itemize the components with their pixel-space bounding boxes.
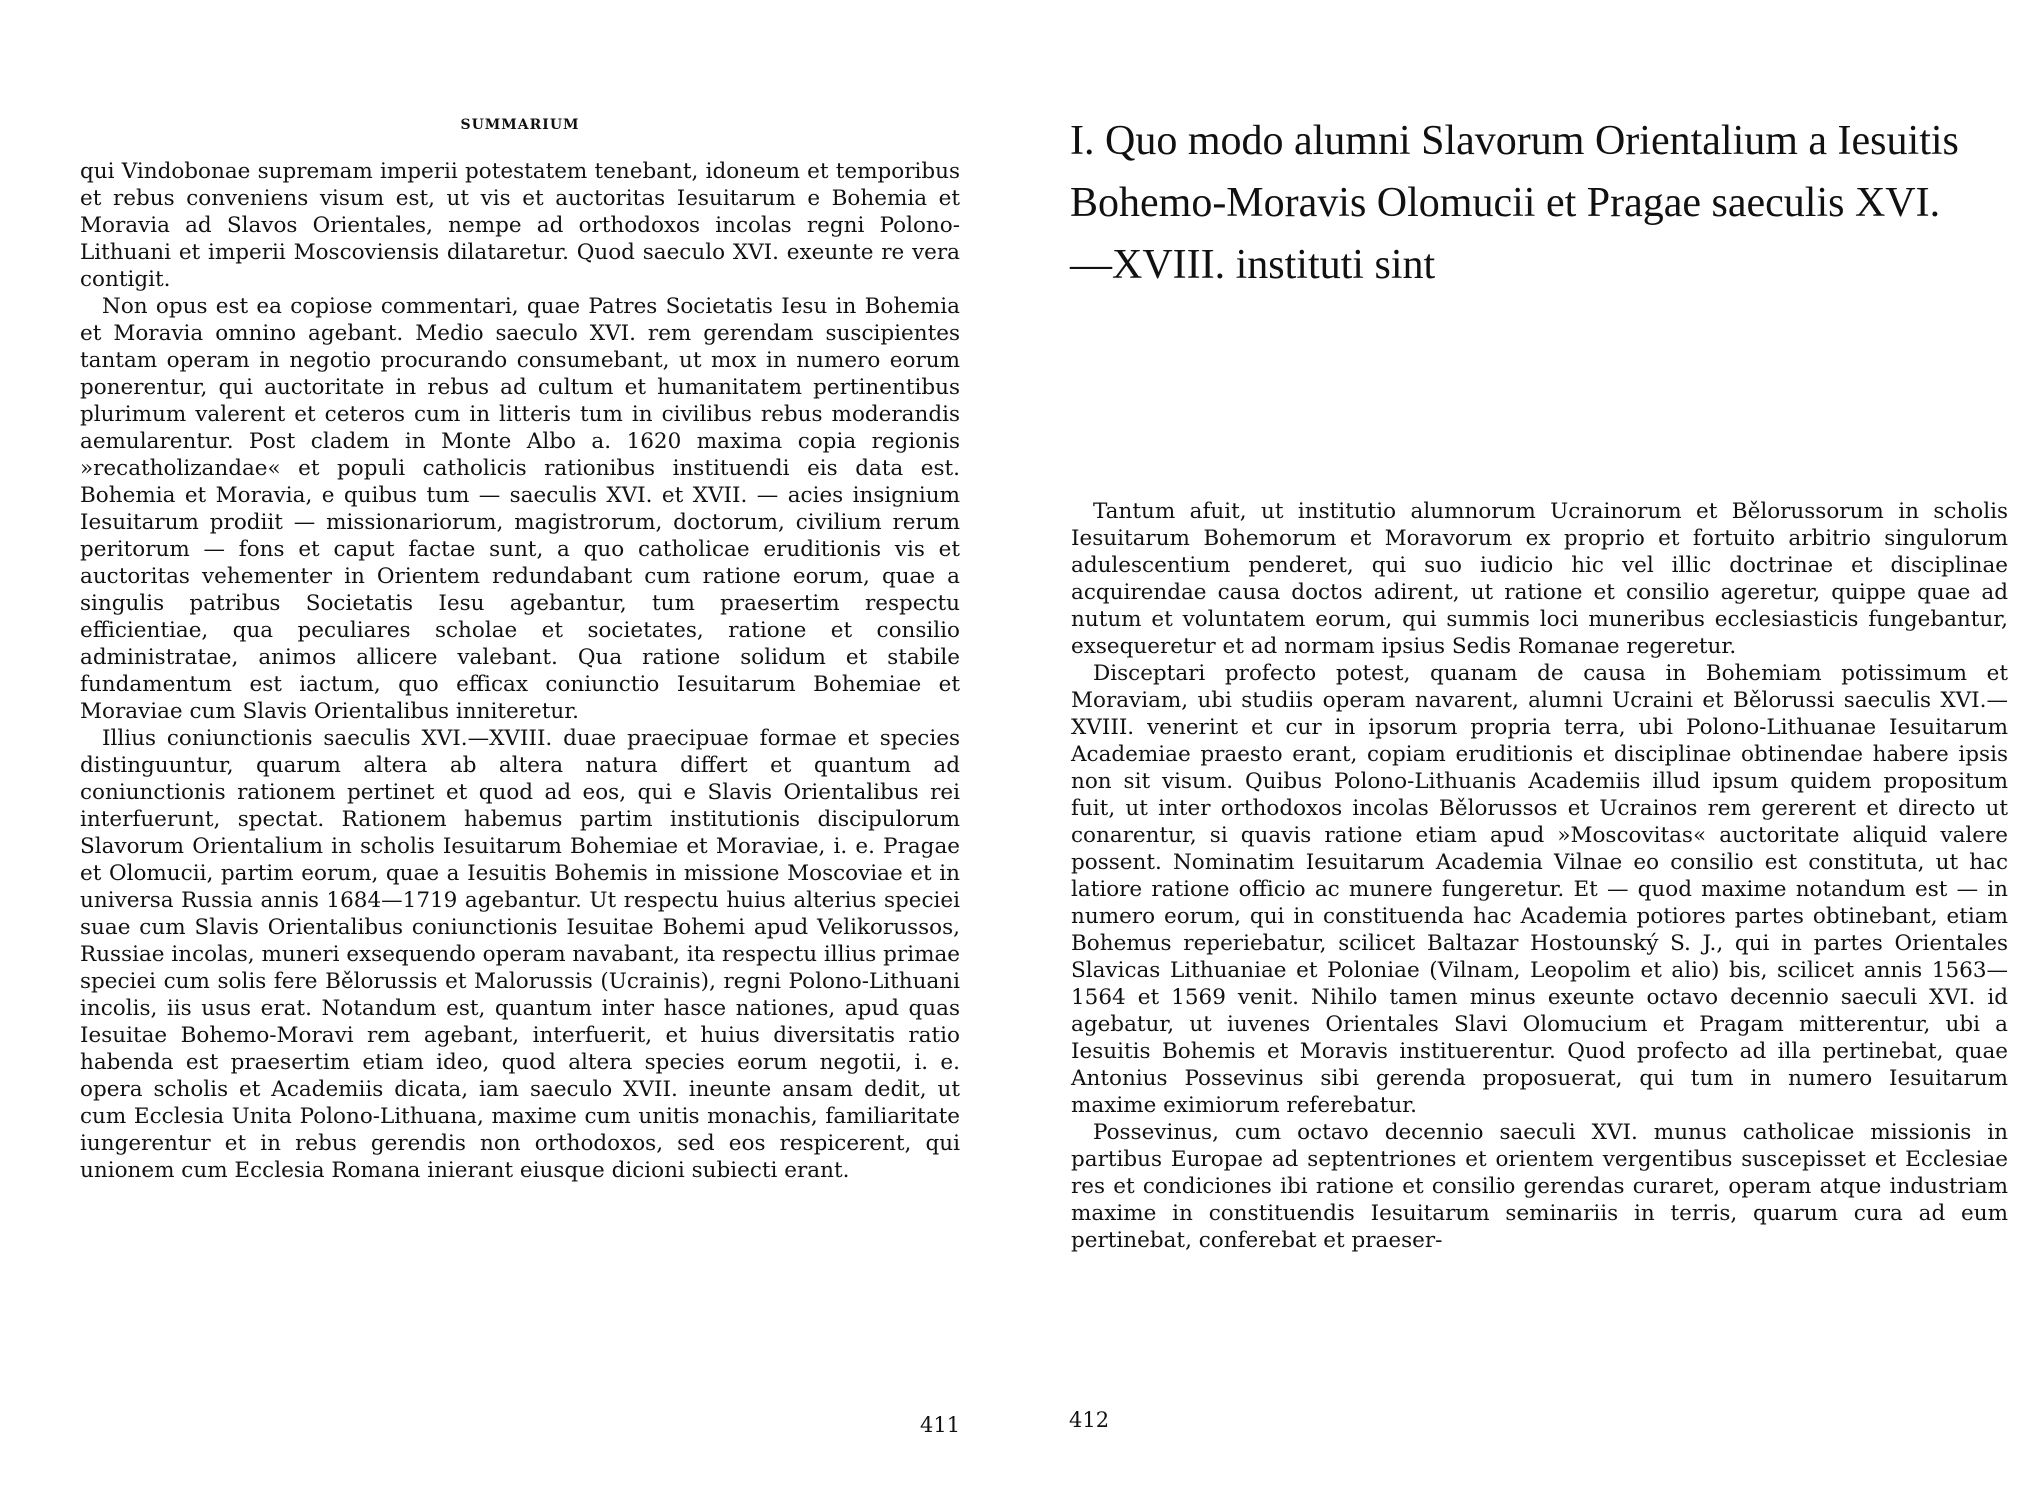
paragraph: qui Vindobonae supremam imperii potestatem tenebant, idoneum et temporibus et rebus conveniens visum est, ut vis et auctoritas Iesuitarum e Bohemia et Moravia ad Slavos Orientales, nempe ad orthodoxos incolas regni Polono-Lithuani et imperii Moscoviensis dilataretur. Quod saeculo XVI. exeunte re vera contigit. xyxy=(80,159,960,292)
paragraph: Non opus est ea copiose commentari, quae Patres Societatis Iesu in Bohemia et Moravia omnino agebant. Medio saeculo XVI. rem gerendam suscipientes tantam operam in negotio procurando consumebant, ut mox in numero eorum ponerentur, qui auctoritate in rebus ad cultum et humanitatem pertinentibus plurimum valerent et ceteros cum in litteris tum in civilibus rebus moderandis aemularentur. Post cladem in Monte Albo a. 1620 maxima copia regionis »recatholizandae« et populi catholicis rationibus instituendi eis data est. Bohemia et Moravia, e quibus tum — saeculis XVI. et XVII. — acies insignium Iesuitarum prodiit — missionariorum, magistrorum, doctorum, civilium rerum peritorum — fons et caput factae sunt, a quo catholicae eruditionis vis et auctoritas vehementer in Orientem redundabant cum ratione eorum, quae a singulis patribus Societatis Iesu agebantur, tum praesertim respectu efficientiae, qua peculiares scholae et societates, ratione et consilio administratae, animos allicere valebant. Qua ratione solidum et stabile fundamentum est iactum, quo efficax coniunctio Iesuitarum Bohemiae et Moraviae cum Slavis Orientalibus inniteretur. xyxy=(80,294,960,724)
page-number: 412 xyxy=(1069,1408,1110,1432)
left-text-column xyxy=(80,158,960,1184)
chapter-title: I. Quo modo alumni Slavorum Orientalium a Iesuitis Bohemo-Moravis Olomucii et Pragae saeculis XVI.—XVIII. instituti sint xyxy=(1070,118,1959,288)
paragraph: Illius coniunctionis saeculis XVI.—XVIII. duae praecipuae formae et species distinguuntur, quarum altera ab altera natura differt et quantum ad coniunctionis rationem pertinet et quod ad eos, qui e Slavis Orientalibus rei interfuerunt, spectat. Rationem habemus partim institutionis discipulorum Slavorum Orientalium in scholis Iesuitarum Bohemiae et Moraviae, i. e. Pragae et Olomucii, partim eorum, quae a Iesuitis Bohemis in missione Moscoviae et in universa Russia annis 1684—1719 agebantur. Ut respectu huius alterius speciei suae cum Slavis Orientalibus coniunctionis Iesuitae Bohemi apud Velikorussos, Russiae incolas, muneri exsequendo operam navabant, ita respectu illius primae speciei cum solis fere Bělorussis et Malorussis (Ucrainis), regni Polono-Lithuani incolis, iis usus erat. Notandum est, quantum inter hasce nationes, apud quas Iesuitae Bohemo-Moravi rem agebant, interfuerit, et huius diversitatis ratio habenda est praesertim etiam ideo, quod altera species eorum negotii, i. e. opera scholis et Academiis dicata, iam saeculo XVII. ineunte ansam dedit, ut cum Ecclesia Unita Polono-Lithuana, maxime cum unitis monachis, familiaritate iungerentur et in rebus gerendis non orthodoxos, sed eos respicerent, qui unionem cum Ecclesia Romana inierant eiusque dicioni subiecti erant. xyxy=(80,726,960,1183)
paragraph: Tantum afuit, ut institutio alumnorum Ucrainorum et Bělorussorum in scholis Iesuitarum Bohemorum et Moravorum ex proprio et fortuito arbitrio singulorum adulescentium penderet, qui suo iudicio hic vel illic doctrinae et disciplinae acquirendae causa doctos adirent, ut ratione et consilio ageretur, quippe quae ad nutum et voluntatem eorum, qui summis loci muneribus ecclesiasticis fungebantur, exsequeretur et ad normam ipsius Sedis Romanae regeretur. xyxy=(1071,499,2008,659)
paragraph: Possevinus, cum octavo decennio saeculi XVI. munus catholicae missionis in partibus Europae ad septentriones et orientem vergentibus suscepisset et Ecclesiae res et condiciones ibi ratione et consilio gerendas curaret, operam atque industriam maxime in constituendis Iesuitarum seminariis in terris, quarum cura ad eum pertinebat, conferebat et praeser- xyxy=(1071,1120,2008,1253)
paragraph: Disceptari profecto potest, quanam de causa in Bohemiam potissimum et Moraviam, ubi studiis operam navarent, alumni Ucraini et Bělorussi saeculis XVI.—XVIII. venerint et cur in ipsorum propria terra, ubi Polono-Lithuanae Iesuitarum Academiae praesto erant, copiam eruditionis et disciplinae obtinendae habere ipsis non sit visum. Quibus Polono-Lithuanis Academiis illud ipsum quidem propositum fuit, ut inter orthodoxos incolas Bělorussos et Ucrainos rem gererent et directo ut conarentur, si quavis ratione etiam apud »Moscovitas« auctoritate aliquid valere possent. Nominatim Iesuitarum Academia Vilnae eo consilio est constituta, ut hac latiore ratione officio ac munere fungeretur. Et — quod maxime notandum est — in numero eorum, qui in constituenda hac Academia potiores partes obtinebant, etiam Bohemus reperiebatur, scilicet Baltazar Hostounský S. J., qui in partes Orientales Slavicas Lithuaniae et Poloniae (Vilnam, Leopolim et alio) bis, scilicet annis 1563—1564 et 1569 venit. Nihilo tamen minus exeunte octavo decennio saeculi XVI. id agebatur, ut iuvenes Orientales Slavi Olomucium et Pragam mitterentur, ubi a Iesuitis Bohemis et Moravis instituerentur. Quod profecto ad illa pertinebat, quae Antonius Possevinus sibi gerenda proposuerat, qui tum in numero Iesuitarum maxime eximiorum referebatur. xyxy=(1071,661,2008,1118)
running-head: SUMMARIUM xyxy=(460,117,580,133)
right-text-column xyxy=(1071,498,2008,1254)
right-page xyxy=(1017,0,2034,1500)
page-number: 411 xyxy=(920,1413,961,1437)
